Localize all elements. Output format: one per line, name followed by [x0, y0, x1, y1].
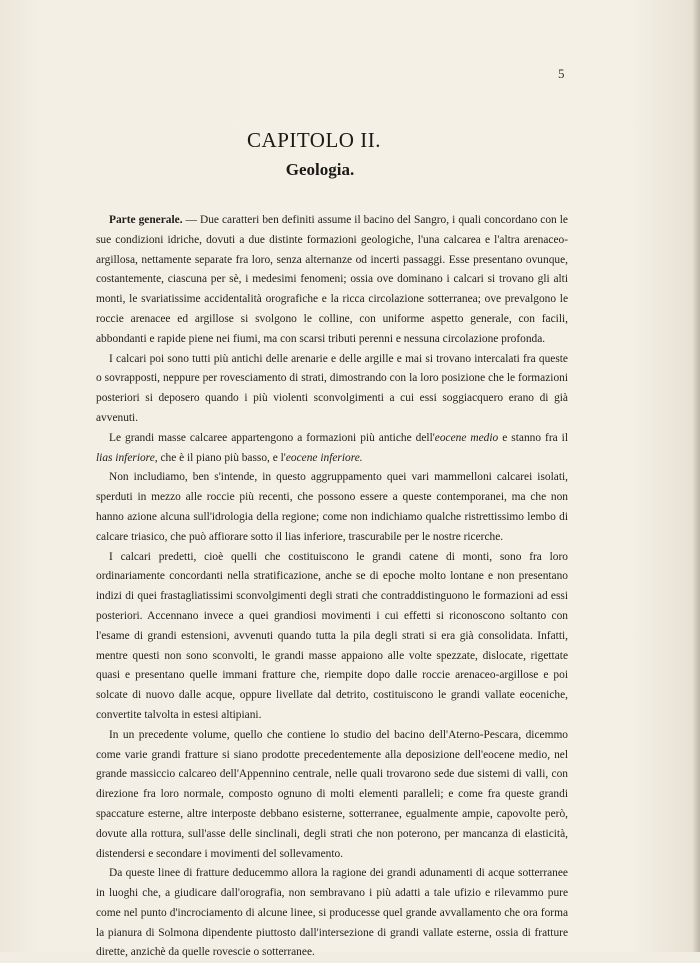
paragraph-6: In un precedente volume, quello che contiene lo studio del bacino dell'Aterno-Pescara, dicemmo come varie grandi fratture si siano prodotte precedentemente alla deposizione dell'eocene medio, nel grande massiccio calcareo dell'Appennino centrale, nelle quali trovarono sede due sistemi di valli, con direzione fra loro normale, composto ognuno di molti elementi paralleli; e come fra queste grandi spaccature esterne, altre interposte debbano esisterne, sotterranee, egualmente ampie, capovolte però, dovute alla rottura, sull'asse delle sinclinali, degli strati che non poterono, per mancanza di elasticità, distendersi e secondare i movimenti del sollevamento.: [96, 728, 568, 860]
paragraph-1: [96, 211, 568, 350]
paragraph-7: Da queste linee di fratture deducemmo allora la ragione dei grandi adunamenti di acque sotterranee in luoghi che, a giudicare dall'orografia, non sembravano i più adatti a tale ufizio e rilevammo pure come nel punto d'incrociamento di alcune linee, si producesse quel grande avvallamento che ora forma la pianura di Solmona dipendente piuttosto dall'intersezione di grandi vallate esterne, ossia di fratture dirette, anzichè da quelle rovescie o sotterranee.: [96, 867, 568, 959]
term-lias-inferiore: lias inferiore,: [96, 451, 158, 464]
paragraph-3-part-e: che è il piano più basso, e l': [157, 451, 286, 464]
paragraph-4: Non includiamo, ben s'intende, in questo aggruppamento quei vari mammelloni calcarei isolati, sperduti in mezzo alle roccie più recenti, che possono essere a queste contemporanei, ma che non hanno azione alcuna sull'idrologia della regione; come non indichiamo qualche ristrettissimo lembo di calcare triasico, che può affiorare sotto il lias inferiore, trascurabile per le nostre ricerche.: [96, 471, 568, 543]
term-eocene-medio: eocene medio: [434, 431, 499, 444]
term-eocene-inferiore: eocene inferiore.: [285, 451, 363, 464]
paragraph-3: [96, 429, 568, 469]
chapter-title: Geologia.: [285, 160, 355, 179]
paragraph-2: I calcari poi sono tutti più antichi delle arenarie e delle argille e mai si trovano intercalati fra queste o sovrapposti, neppure per rovesciamento di strati, dimostrando con la loro posizione che le formazioni posteriori si deposero quando i più violenti sconvolgimenti a cui essi soggiacquero erano di già avvenuti.: [96, 352, 568, 424]
page-edge-shadow: [692, 0, 700, 952]
paragraph-3-part-c: e stanno fra il: [498, 431, 568, 444]
body-text: [96, 211, 568, 963]
chapter-heading: CAPITOLO II.: [247, 128, 381, 152]
paragraph-1-text: — Due caratteri ben definiti assume il bacino del Sangro, i quali concordano con le sue condizioni idriche, dovuti a due distinte formazioni geologiche, l'una calcarea e l'altra arenaceo-argillosa, nettamente separate fra loro, senza alternanze od incerti passaggi. Esse presentano ovunque, costantemente, ciascuna per sè, i medesimi fenomeni; ossia ove dominano i calcari si trovano gli alti monti, le svariatissime accidentalità orografiche e la ricca circolazione sotterranea; ove prevalgono le roccie arenacee ed argillose si svolgono le colline, con uniforme aspetto generale, con facili, abbondanti e rapide piene nei fiumi, ma con scarsi tributi perenni e nessuna circolazione profonda.: [96, 214, 568, 345]
paragraph-3-part-a: Le grandi masse calcaree appartengono a formazioni più antiche dell': [109, 431, 435, 444]
paragraph-5: I calcari predetti, cioè quelli che costituiscono le grandi catene di monti, sono fra loro ordinariamente concordanti nella stratificazione, anche se di epoche molto lontane e non presentano indizi di quei frastagliatissimi sconvolgimenti degli strati che contraddistinguono le formazioni ad essi posteriori. Accennano invece a quei grandiosi movimenti i cui effetti si riconoscono soltanto con l'esame di grandi estensioni, avvenuti quando tutta la pila degli strati si era già consolidata. Infatti, mentre questi non sono sconvolti, le grandi masse appaiono alle volte spezzate, dislocate, rigettate quasi e presentano quelle immani fratture che, riempite dopo dalle roccie arenaceo-argillose e poi solcate di nuovo dalle acque, oppure livellate dal detrito, costituiscono le grandi vallate eoceniche, convertite talvolta in estesi altipiani.: [96, 550, 568, 721]
section-lead: Parte generale.: [109, 214, 183, 226]
page-number: 5: [558, 66, 565, 81]
